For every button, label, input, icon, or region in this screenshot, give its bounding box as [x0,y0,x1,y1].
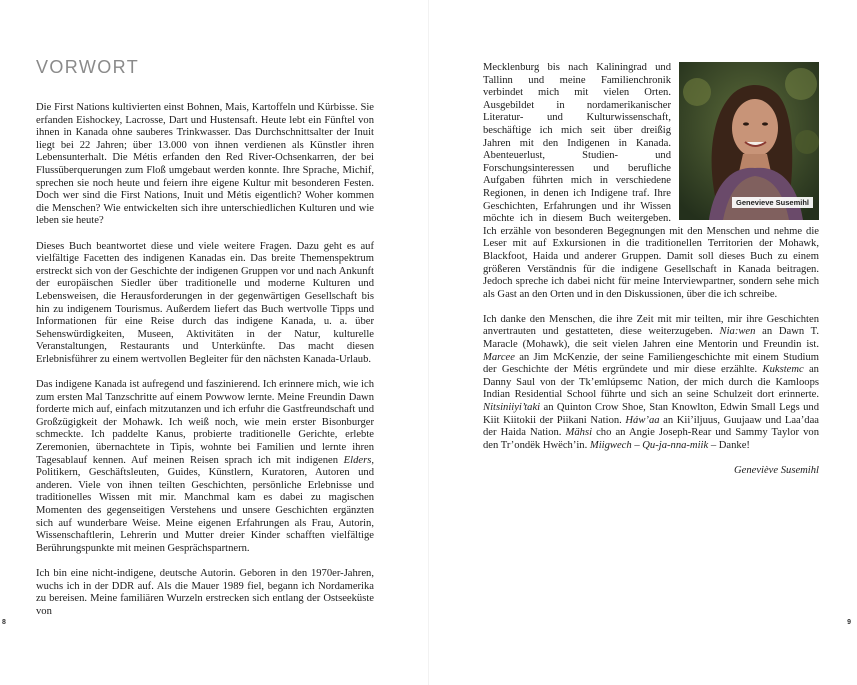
text-span: – Danke! [708,439,750,451]
right-text-column [483,62,819,490]
text-span: cho an Angie Joseph-Rear und Sammy Taylor von den Tr’ondëk Hwëch’in. [483,427,820,451]
page-number-left: 8 [2,619,6,626]
text-span: , Politikern, Geschäftsleuten, Guides, Künstlern, Kuratoren, Autoren und anderen. Viele von ihnen teilten Geschichten, persönliche Erlebnisse und traditionelles Wissen mit mir. Manchmal kam es dabei zu magischen Momenten des gegenseitigen Verstehens und unsere Geschichten ergänzten sich auf wunderbare Weise. Meine eigenen Erfahrungen als Frau, Autorin, Wissenschaftlerin, Lehrerin und Mutter dreier Kinder schafften vielfältige Berührungspunkte mit meinen Gesprächspartnern. [36,454,374,554]
page-number-right: 9 [847,619,851,626]
italic-term: Kukstemc [762,364,804,376]
left-text-column [36,102,374,631]
italic-term: Nia:wen [719,326,756,338]
paragraph-first-nations: Die First Nations kultivierten einst Bohnen, Mais, Kartoffeln und Kürbisse. Sie erfanden Eishockey, Lacrosse, Dart und Hustensaft. Heute lebt ein Fünftel von ihnen in Kanada ohne sauberes Trinkwasser. Das Durchschnittsalter der Inuit liegt bei 22 Jahren; über 13.000 von ihnen verdienen als Künstler ihren Lebensunterhalt. Die Métis erfanden den Red River-Ochsenkarren, der bei Flussüberquerungen zum Floß umgebaut werden konnte. Ihre Sprache, Michif, sprechen sie noch heute und feiern ihre eigene Kultur mit besonderen Festen. Doch wer sind die First Nations, Inuit und Métis eigentlich? Woher kommen die Menschen? Wie entwickelten sich ihre unterschiedlichen Kulturen und wie leben sie heute? [36,102,374,227]
right-page [429,0,857,685]
author-signature: Geneviève Susemihl [733,465,819,476]
paragraph-acknowledgements [483,314,819,453]
italic-term-elders: Elders [343,454,372,466]
italic-term: Mähsi [565,427,593,439]
italic-term: Háw’aa [625,414,660,426]
italic-term: Nitsiniiyi’taki [483,402,541,414]
italic-term: Marcee [483,351,515,363]
text-span: an Jim McKenzie, der seine Familiengeschichte mit einem Studium der Geschichte der Métis ergründete und mir diese erzählte. [483,351,819,376]
text-span: Das indigene Kanada ist aufregend und faszinierend. Ich erinnere mich, wie ich zum ersten Mal Tanzschritte auf einem Powwow lernte. Meine Freundin Dawn forderte mich auf, einfach mitzutanzen und ich erfuhr die Gastfreundschaft und Großzügigkeit der Mohawk. Ich weiß noch, wie mein erster Bisonburger schmeckte. Ich paddelte Kanus, probierte traditionelle Gerichte, erlebte Zeremonien, übernachtete in Tipis, wohnte bei Familien und lernte ihren Tagesablauf kennen. Auf meinen Reisen sprach ich mit indigenen [36,379,374,466]
italic-term: Miigwech – Qu-ja-nna-miik [589,439,709,451]
author-photo [679,62,819,220]
text-span: an Quinton Crow Shoe, Stan Knowlton, Edwin Small Legs und Kiit Kiitokii der Piikani Nation. [483,402,819,426]
text-span: an Dawn T. Maracle (Mohawk), die seit vielen Jahren eine Mentorin und Freundin ist. [483,326,819,351]
photo-caption: Genevieve Susemihl [732,197,813,208]
left-page [0,0,428,685]
page-title: VORWORT [36,57,140,77]
text-span: an Kii’iljuus, Guujaaw und Laa’daa der Haida Nation. [483,414,819,439]
paragraph-author-background: Mecklenburg bis nach Kaliningrad und Tallinn und meine Familienchronik verbindet mich mit vielen Orten. Ausgebildet in nordamerikanischer Literatur- und Kulturwissenschaft, beschäftige ich mich seit über dreißig Jahren mit den Indigenen in Kanada. Abenteuerlust, Studien- und Forschungsinteressen und berufliche Aufgaben führten mich in verschiedene Regionen, in denen ich Indigene traf. Ihre Geschichten, Erfahrungen und ihr Wissen möchte ich in diesem Buch weitergeben. Ich erzähle von besonderen Begegnungen mit den Menschen und nehme die Leser mit auf Exkursionen in die traditionellen Territorien der Mohawk, Blackfoot, Haida und anderer Gruppen. Damit soll dieses Buch zu einem größeren Verständnis für die indigene Gesellschaft in Kanada beitragen. Jedoch spreche ich dabei nicht für meine Interviewpartner, sondern sehe mich als Gast an den Orten und in den Diskussionen, über die ich schreibe. [483,62,819,300]
text-span: Ich danke den Menschen, die ihre Zeit mit mir teilten, mir ihre Geschichten anvertrauten und gestatteten, diese weiterzugeben. [483,313,819,338]
text-span: an Danny Saul von der Tk’emlúpsemc Nation, der mich durch die Kamloops Indian Residential School führte und sich an seine Schulzeit dort erinnerte. [483,364,819,401]
paragraph-experiences [36,379,374,555]
paragraph-book-scope: Dieses Buch beantwortet diese und viele weitere Fragen. Dazu geht es auf vielfältige Facetten des indigenen Kanadas ein. Das breite Themenspektrum erstreckt sich von der Geschichte der indigenen Gruppen vor und nach Ankunft der europäischen Siedler über traditionelle und moderne Kulturen und Lebensweisen, die Herausforderungen in der gegenwärtigen Gesellschaft bis hin zu indigenem Tourismus. Außerdem liefert das Buch wertvolle Tipps und Informationen für eine Reise durch das indigene Kanada, u. a. über Sehenswürdigkeiten, Museen, Aktivitäten in der Natur, kulturelle Veranstaltungen, Restaurants und Unterkünfte. Das macht diesen Erlebnisführer zu einem wertvollen Begleiter für den nächsten Kanada-Urlaub. [36,240,374,365]
paragraph-author-origin: Ich bin eine nicht-indigene, deutsche Autorin. Geboren in den 1970er-Jahren, wuchs ich in der DDR auf. Als die Mauer 1989 fiel, begann ich Nordamerika zu bereisen. Meine familiären Wurzeln erstrecken sich entlang der Ostseeküste von [36,567,374,617]
